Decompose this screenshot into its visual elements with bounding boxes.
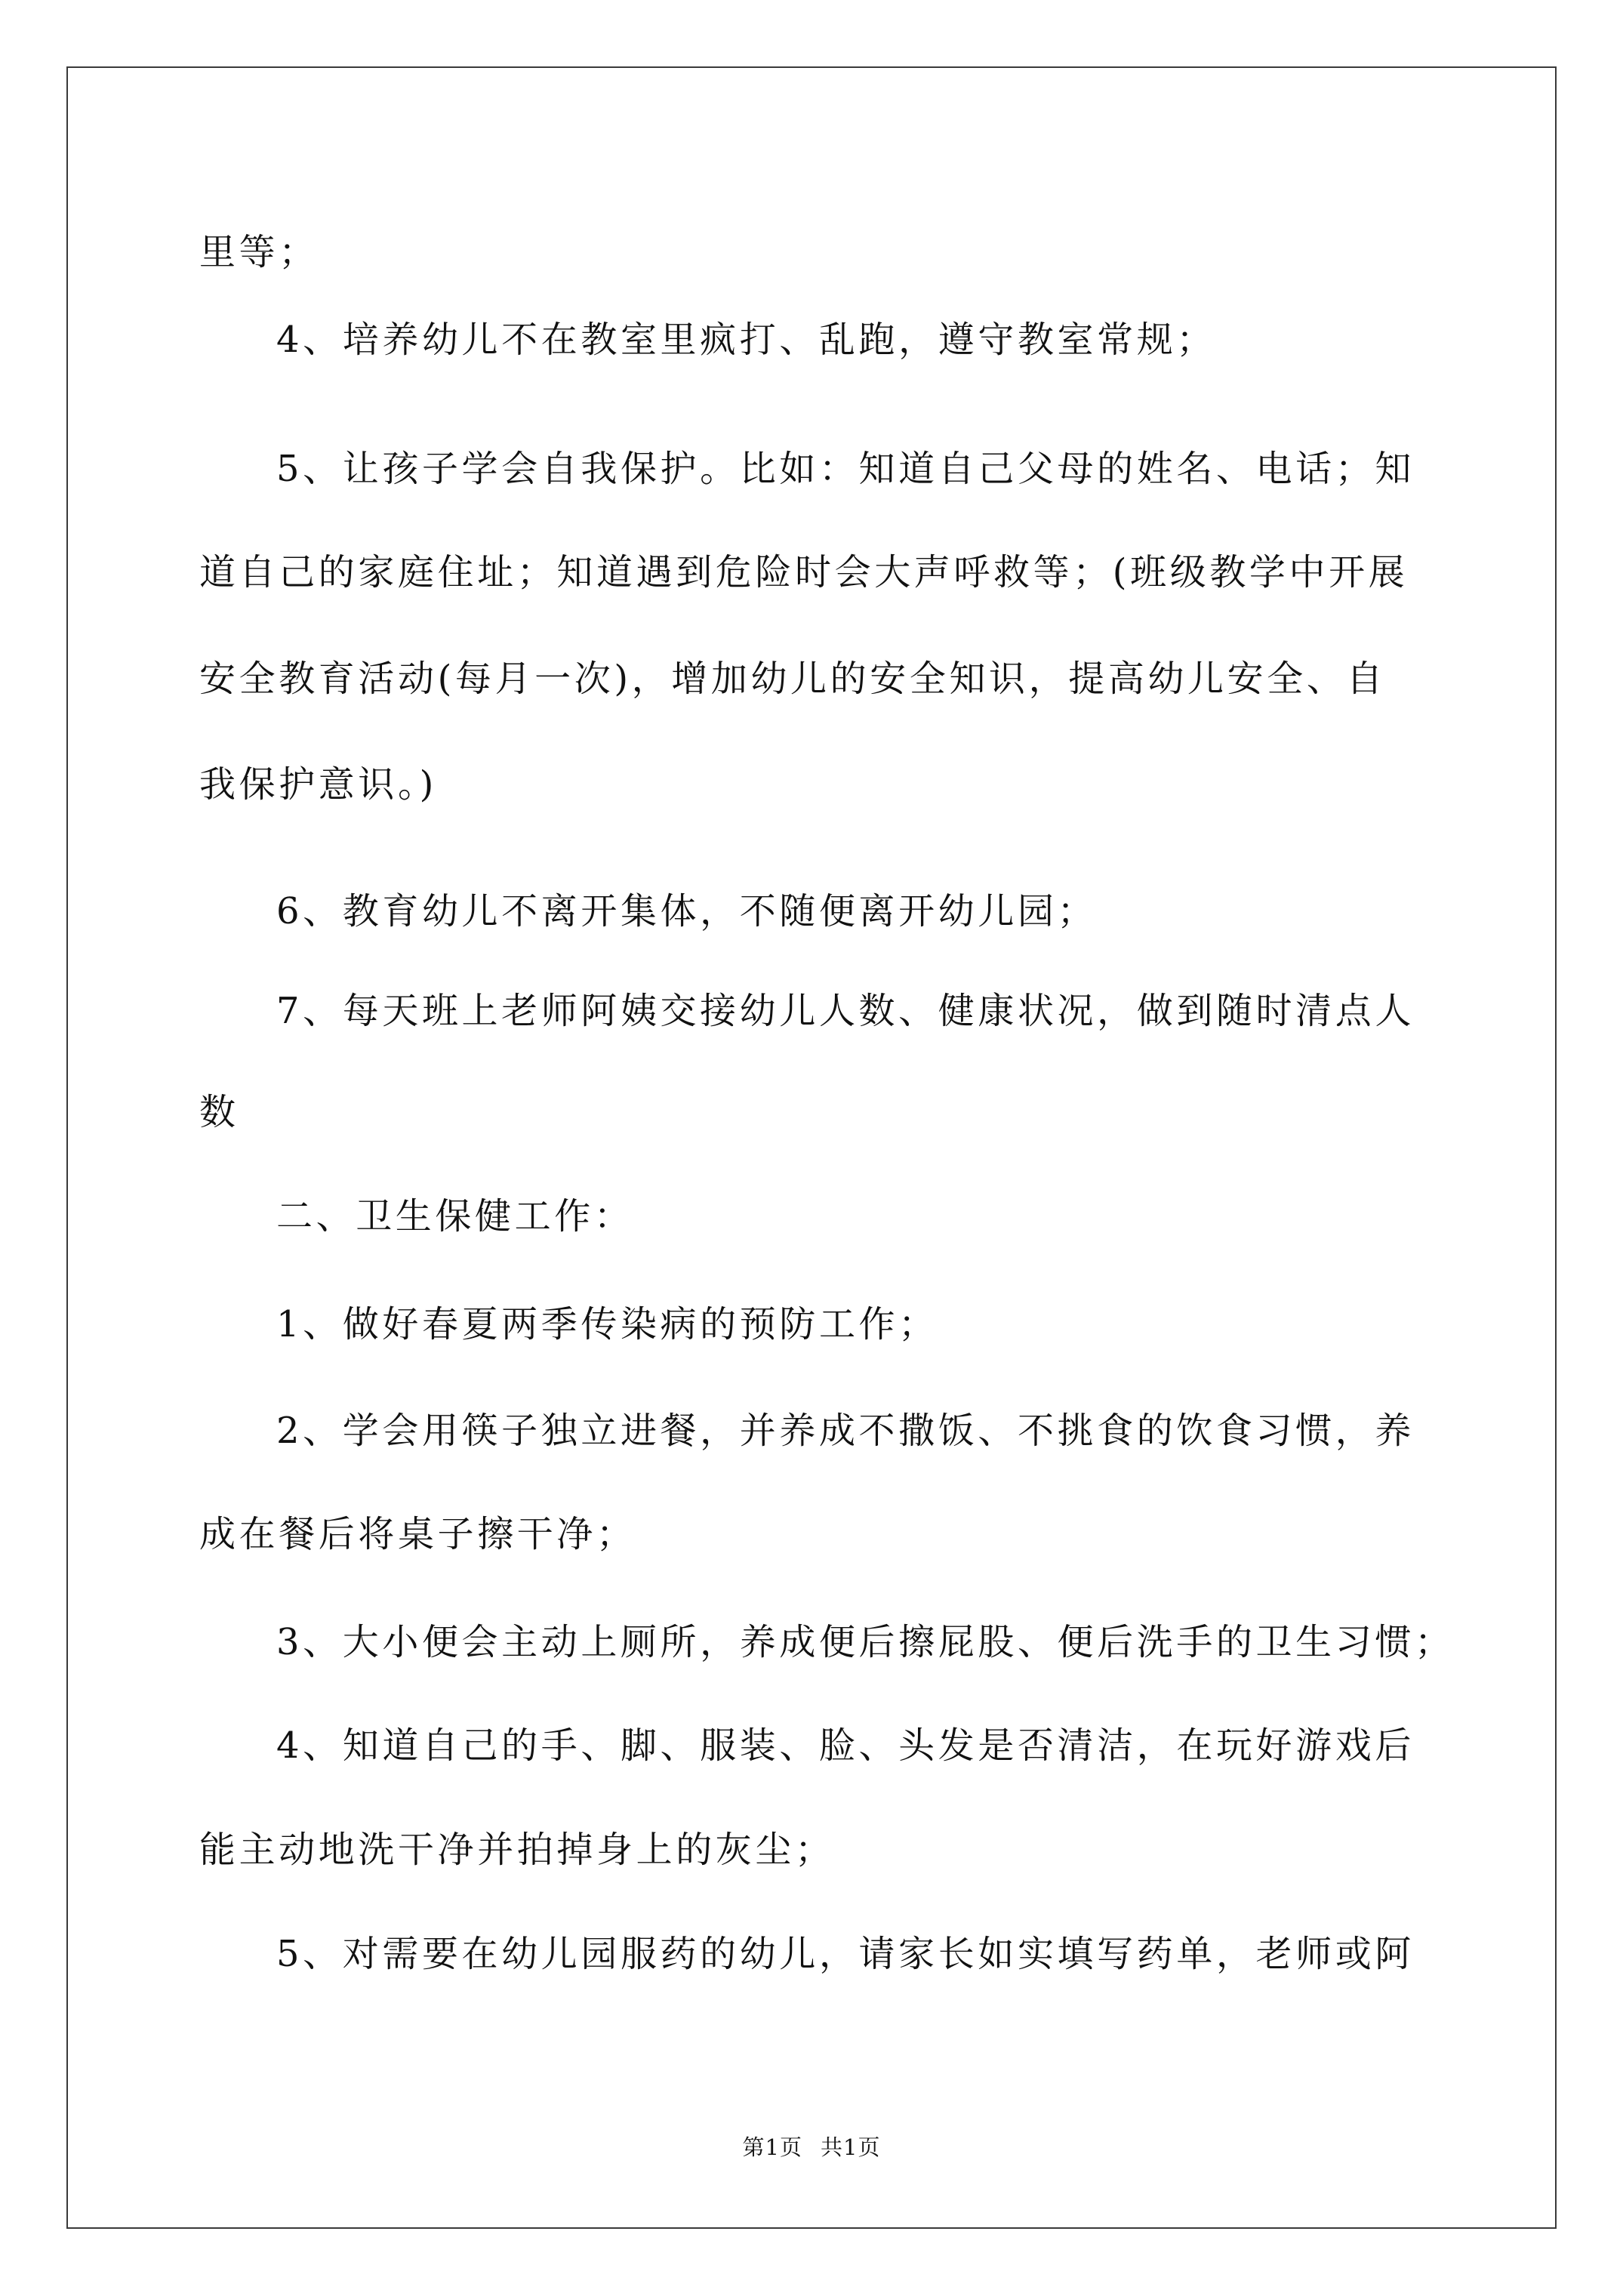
page-border <box>66 66 1557 2229</box>
text-line: 4、知道自己的手、脚、服装、脸、头发是否清洁，在玩好游戏后 <box>276 1724 1415 1767</box>
text-line: 5、对需要在幼儿园服药的幼儿，请家长如实填写药单，老师或阿 <box>276 1933 1415 1975</box>
text-line: 6、教育幼儿不离开集体，不随便离开幼儿园； <box>276 890 1098 932</box>
text-line: 道自己的家庭住址；知道遇到危险时会大声呼救等；(班级教学中开展 <box>199 551 1409 593</box>
text-line: 3、大小便会主动上厕所，养成便后擦屁股、便后洗手的卫生习惯； <box>276 1621 1455 1663</box>
page-count: 共1页 <box>821 2134 881 2160</box>
text-line: 7、每天班上老师阿姨交接幼儿人数、健康状况，做到随时清点人 <box>276 990 1415 1032</box>
text-line: 2、学会用筷子独立进餐，并养成不撒饭、不挑食的饮食习惯，养 <box>276 1410 1415 1452</box>
section-heading: 二、卫生保健工作： <box>276 1195 634 1237</box>
text-line: 1、做好春夏两季传染病的预防工作； <box>276 1303 938 1345</box>
text-line: 成在餐后将桌子擦干净； <box>199 1513 636 1555</box>
text-line: 5、让孩子学会自我保护。比如：知道自己父母的姓名、电话；知 <box>276 448 1415 490</box>
page-footer <box>0 2134 1623 2161</box>
text-line: 我保护意识。) <box>199 763 437 806</box>
text-line: 数 <box>199 1091 239 1133</box>
page-number: 第1页 <box>742 2134 802 2160</box>
text-line: 安全教育活动(每月一次)，增加幼儿的安全知识，提高幼儿安全、自 <box>199 658 1387 700</box>
text-line: 里等； <box>199 231 319 273</box>
text-line: 能主动地洗干净并拍掉身上的灰尘； <box>199 1829 835 1871</box>
text-line: 4、培养幼儿不在教室里疯打、乱跑，遵守教室常规； <box>276 319 1216 361</box>
